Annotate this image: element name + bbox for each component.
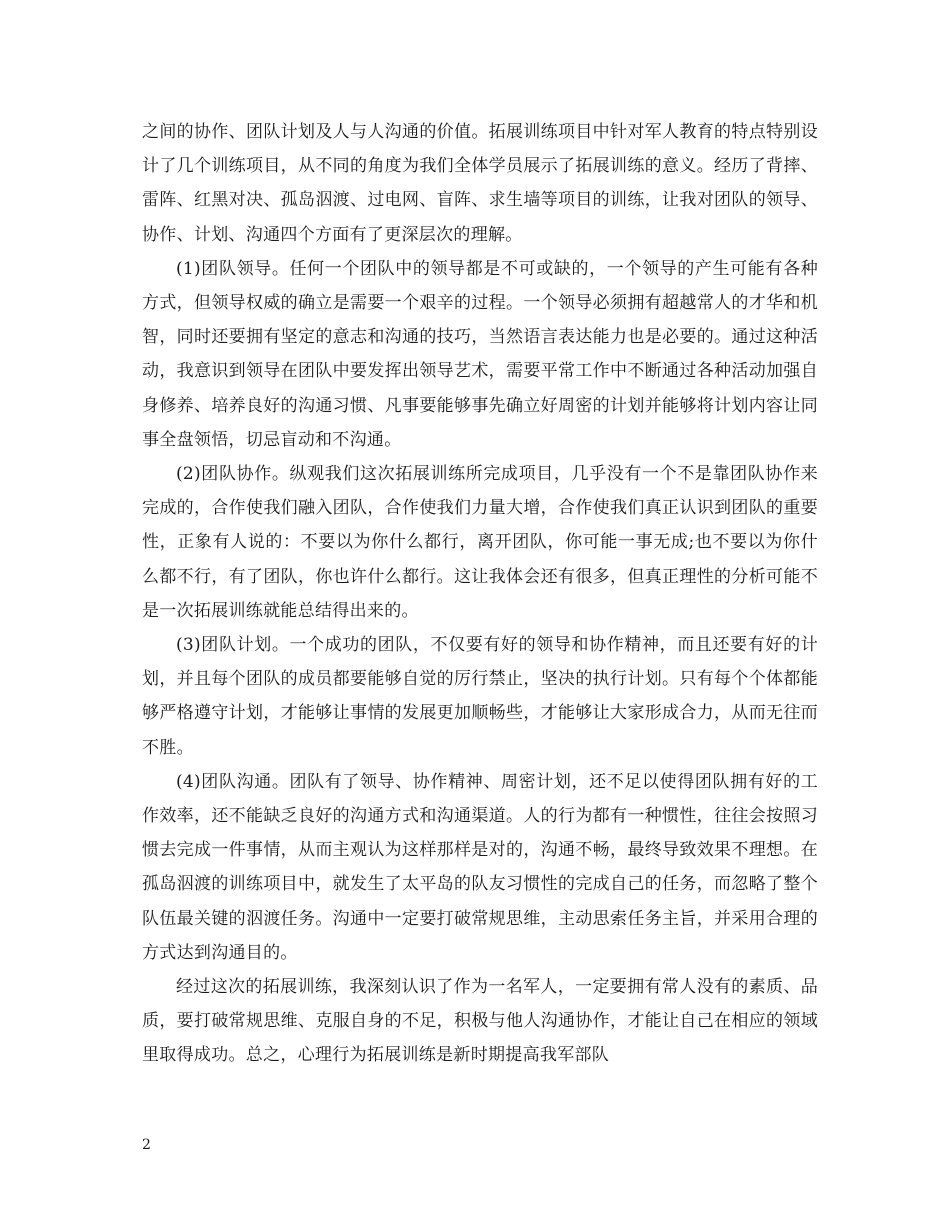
page-body: [142, 115, 818, 1073]
paragraph-continuation: 之间的协作、团队计划及人与人沟通的价值。拓展训练项目中针对军人教育的特点特别设计了几个训练项目，从不同的角度为我们全体学员展示了拓展训练的意义。经历了背摔、雷阵、红黑对决、孤岛泅渡、过电网、盲阵、求生墙等项目的训练，让我对团队的领导、协作、计划、沟通四个方面有了更深层次的理解。: [142, 122, 818, 245]
paragraph-team-leadership: (1)团队领导。任何一个团队中的领导都是不可或缺的，一个领导的产生可能有各种方式，但领导权威的确立是需要一个艰辛的过程。一个领导必须拥有超越常人的才华和机智，同时还要拥有坚定的意志和沟通的技巧，当然语言表达能力也是必要的。通过这种活动，我意识到领导在团队中要发挥出领导艺术，需要平常工作中不断通过各种活动加强自身修养、培养良好的沟通习惯、凡事要能够事先确立好周密的计划并能够将计划内容让同事全盘领悟，切忌盲动和不沟通。: [142, 258, 818, 450]
page-number: 2: [142, 1137, 151, 1153]
paragraph-team-planning: (3)团队计划。一个成功的团队，不仅要有好的领导和协作精神，而且还要有好的计划，并且每个团队的成员都要能够自觉的厉行禁止，坚决的执行计划。只有每个个体都能够严格遵守计划，才能够让事情的发展更加顺畅些，才能够让大家形成合力，从而无往而不胜。: [142, 635, 818, 758]
paragraph-team-cooperation: (2)团队协作。纵观我们这次拓展训练所完成项目，几乎没有一个不是靠团队协作来完成的，合作使我们融入团队，合作使我们力量大增，合作使我们真正认识到团队的重要性，正象有人说的：不要以为你什么都行，离开团队，你可能一事无成;也不要以为你什么都不行，有了团队，你也许什么都行。这让我体会还有很多，但真正理性的分析可能不是一次拓展训练就能总结得出来的。: [142, 464, 818, 621]
paragraph-conclusion: 经过这次的拓展训练，我深刻认识了作为一名军人，一定要拥有常人没有的素质、品质，要打破常规思维、克服自身的不足，积极与他人沟通协作，才能让自己在相应的领域里取得成功。总之，心理行为拓展训练是新时期提高我军部队: [142, 977, 818, 1066]
paragraph-team-communication: (4)团队沟通。团队有了领导、协作精神、周密计划，还不足以使得团队拥有好的工作效率，还不能缺乏良好的沟通方式和沟通渠道。人的行为都有一种惯性，往往会按照习惯去完成一件事情，从而主观认为这样那样是对的，沟通不畅，最终导致效果不理想。在孤岛泅渡的训练项目中，就发生了太平岛的队友习惯性的完成自己的任务，而忽略了整个队伍最关键的泅渡任务。沟通中一定要打破常规思维，主动思索任务主旨，并采用合理的方式达到沟通目的。: [142, 771, 818, 963]
